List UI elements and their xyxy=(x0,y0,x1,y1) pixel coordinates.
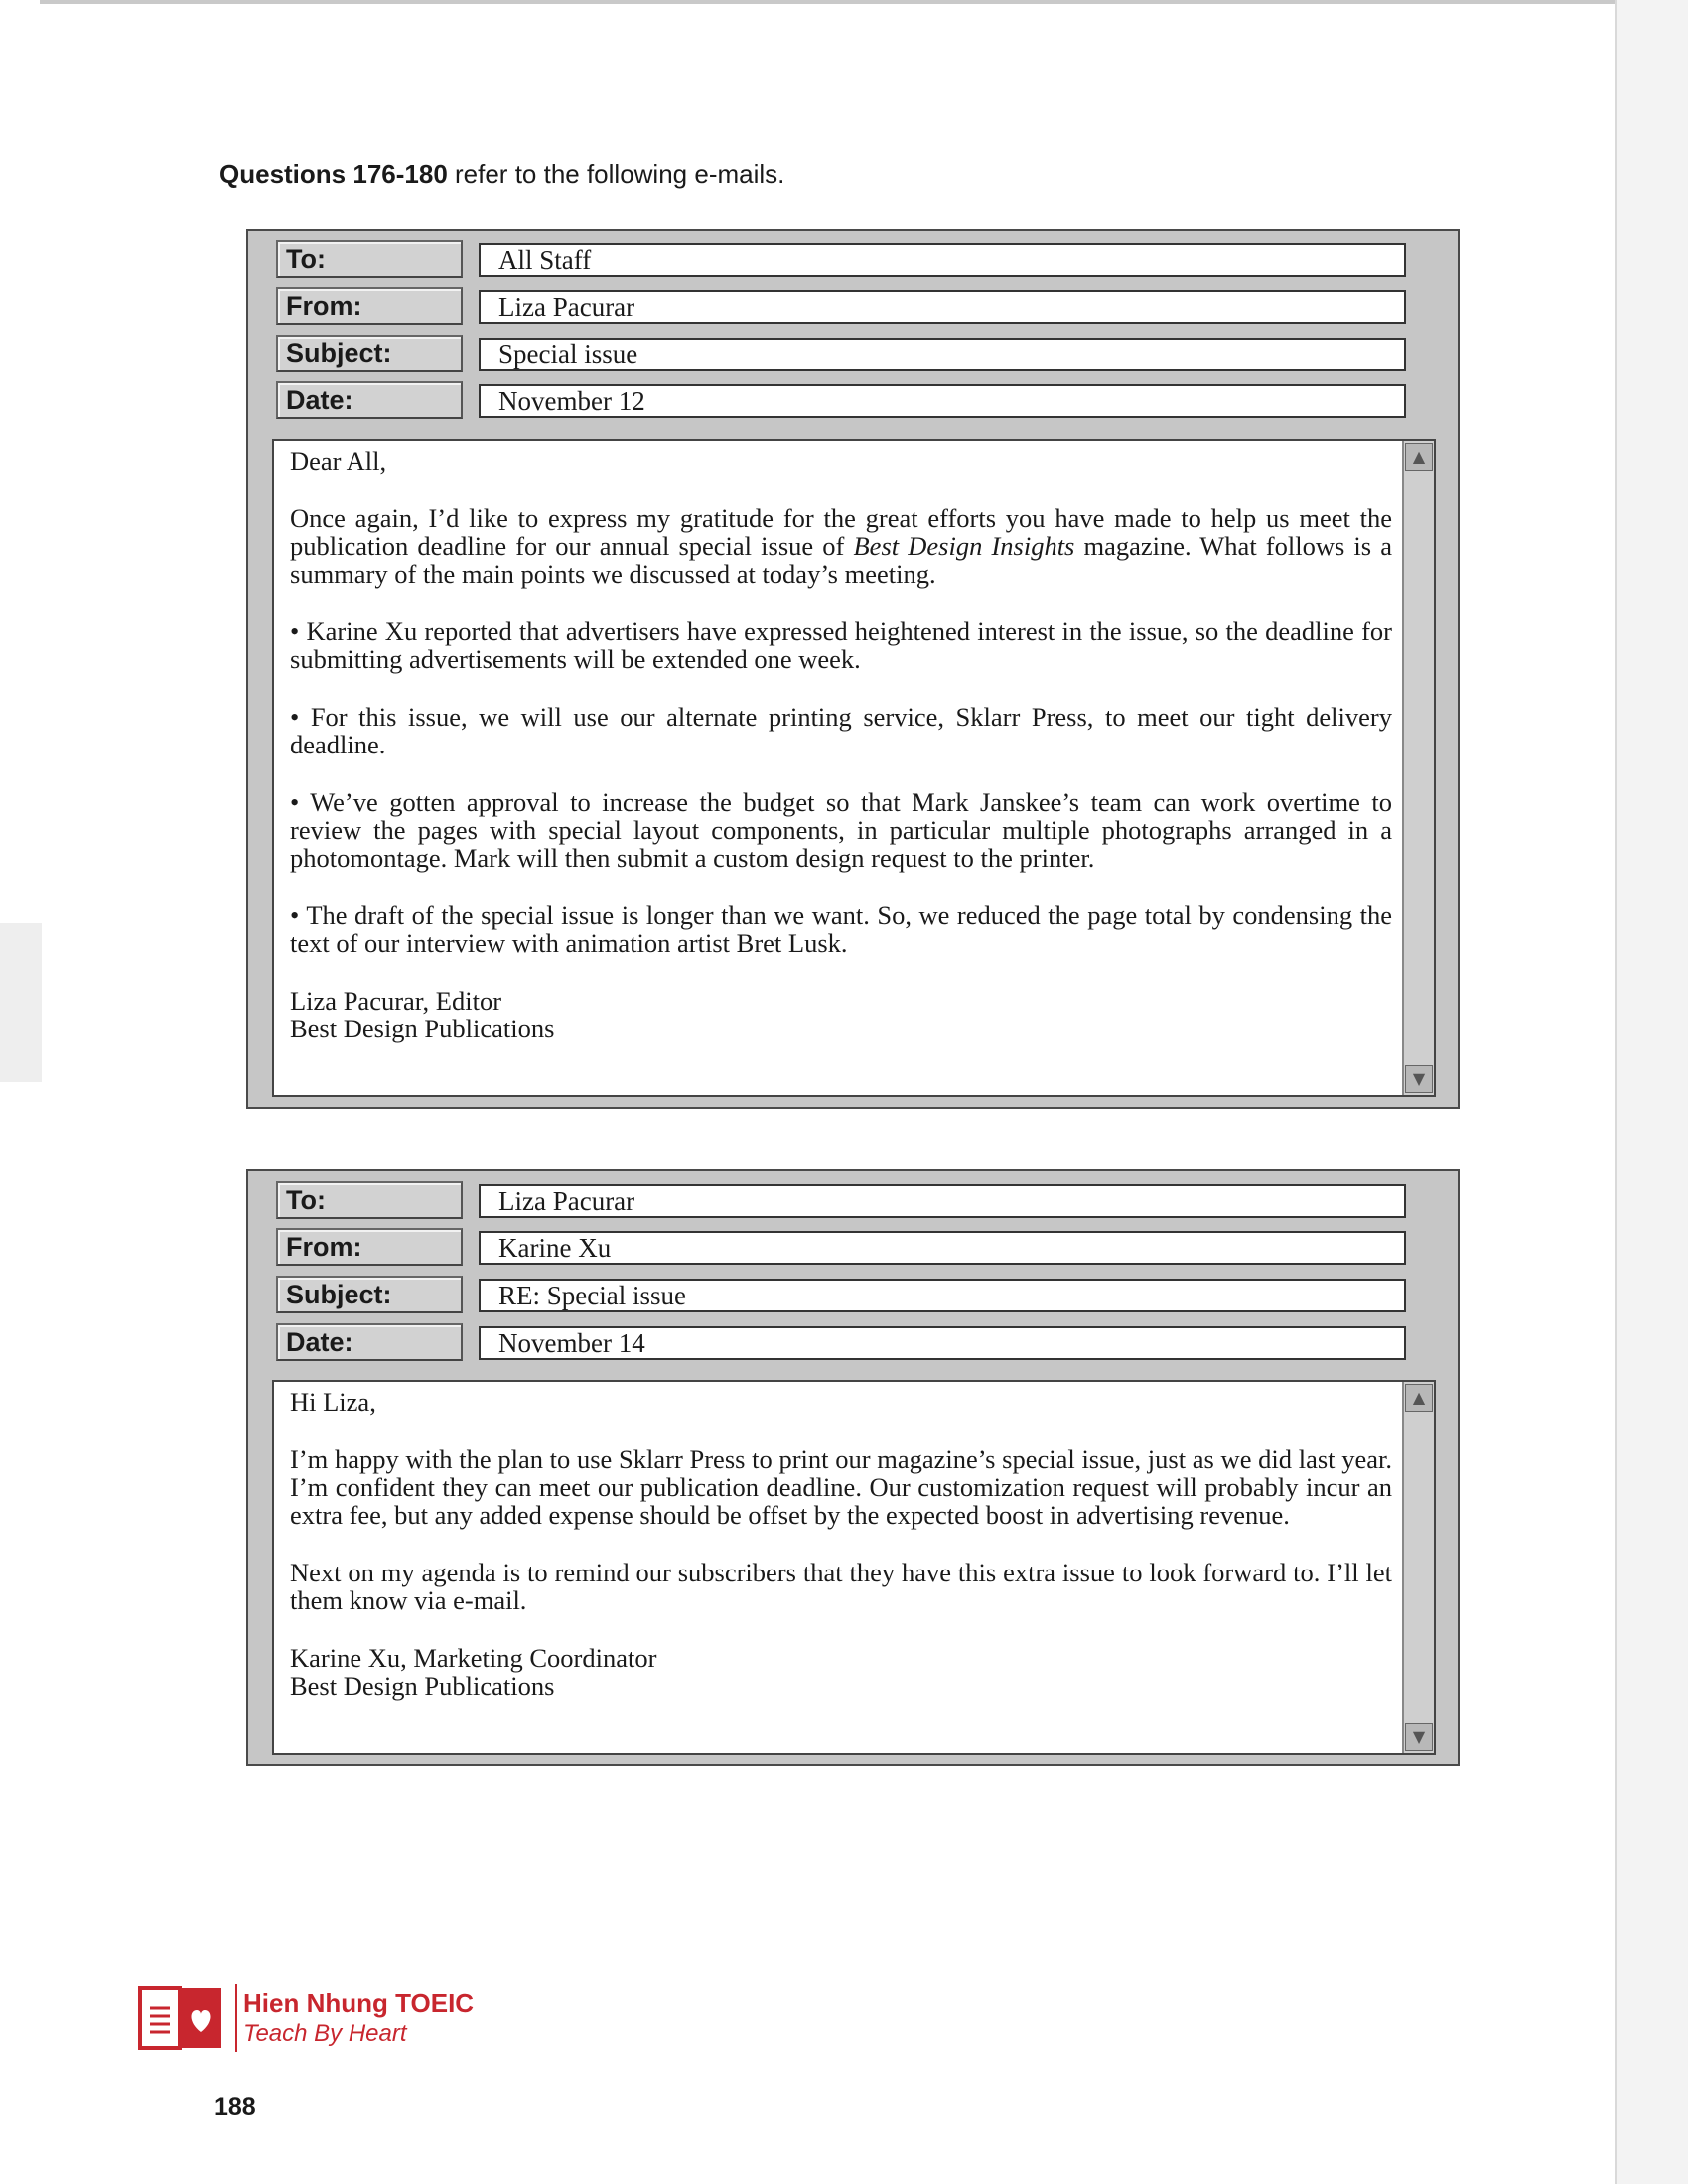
logo-divider xyxy=(235,1984,237,2052)
logo-name: Hien Nhung TOEIC xyxy=(243,1988,475,2018)
email2-subject-label: Subject: xyxy=(276,1276,463,1313)
email1-bullet-draft: • The draft of the special issue is longer than we want. So, we reduced the page total by condensing the text of our interview with animation artist Bret Lusk. xyxy=(290,900,1392,958)
email1-subject-field[interactable]: Special issue xyxy=(479,338,1406,371)
email2-scrollbar[interactable] xyxy=(1402,1382,1434,1753)
page-top-edge xyxy=(40,0,1643,4)
question-instruction: refer to the following e-mails. xyxy=(447,159,785,189)
email1-from-field[interactable]: Liza Pacurar xyxy=(479,290,1406,324)
email2-date-label: Date: xyxy=(276,1323,463,1361)
email1-body[interactable] xyxy=(272,439,1436,1097)
email2-body[interactable] xyxy=(272,1380,1436,1755)
email1-intro-paragraph xyxy=(290,504,1392,588)
page-number: 188 xyxy=(214,2093,256,2120)
book-heart-icon xyxy=(136,1980,225,2052)
email2-from-field[interactable]: Karine Xu xyxy=(479,1231,1406,1265)
question-header xyxy=(219,159,784,190)
scroll-down-icon[interactable]: ▼ xyxy=(1405,1065,1433,1093)
logo-tagline: Teach By Heart xyxy=(243,2020,407,2047)
brand-logo xyxy=(136,1980,533,2060)
page-right-edge xyxy=(1615,0,1688,2184)
email1-signature-company: Best Design Publications xyxy=(290,1014,555,1043)
email1-from-label: From: xyxy=(276,287,463,325)
email1-bullet-advertising: • Karine Xu reported that advertisers have expressed heightened interest in the issue, so the deadline for submitting advertisements will be extended one week. xyxy=(290,616,1392,674)
scroll-up-icon[interactable]: ▲ xyxy=(1405,443,1433,471)
email2-signature-name: Karine Xu, Marketing Coordinator xyxy=(290,1643,657,1673)
email1-greeting: Dear All, xyxy=(290,446,387,476)
email2-signature-company: Best Design Publications xyxy=(290,1671,555,1701)
email2-paragraph-plan: I’m happy with the plan to use Sklarr Press to print our magazine’s special issue, just as we did last year. I’m confident they can meet our publication deadline. Our customization request will probably incur an extra fee, but any added expense should be offset by the expected boost in advertising revenue. xyxy=(290,1444,1392,1530)
email1-intro-start: Once again, I’d like to express my gratitude for the great efforts you have made to help us meet the publication deadline for our annual special issue of xyxy=(290,503,1392,561)
email-window-2 xyxy=(246,1169,1460,1766)
email2-from-label: From: xyxy=(276,1228,463,1266)
email1-to-label: To: xyxy=(276,240,463,278)
email1-subject-label: Subject: xyxy=(276,335,463,372)
email2-to-field[interactable]: Liza Pacurar xyxy=(479,1184,1406,1218)
email2-date-field[interactable]: November 14 xyxy=(479,1326,1406,1360)
email2-to-label: To: xyxy=(276,1181,463,1219)
email1-date-field[interactable]: November 12 xyxy=(479,384,1406,418)
email1-bullet-budget: • We’ve gotten approval to increase the budget so that Mark Janskee’s team can work overtime to review the pages with special layout components, in particular multiple photographs arranged in a photomontage. Mark will then submit a custom design request to the printer. xyxy=(290,787,1392,873)
email1-bullet-printing: • For this issue, we will use our alternate printing service, Sklarr Press, to meet our tight delivery deadline. xyxy=(290,702,1392,759)
email-window-1 xyxy=(246,229,1460,1109)
page-left-shadow xyxy=(0,923,42,1082)
email2-subject-field[interactable]: RE: Special issue xyxy=(479,1279,1406,1312)
scroll-down-icon[interactable]: ▼ xyxy=(1405,1723,1433,1751)
magazine-title: Best Design Insights xyxy=(853,531,1075,561)
email1-intro-end: magazine. What follows is a summary of the main points we discussed at today’s meeting. xyxy=(290,531,1392,589)
email1-date-label: Date: xyxy=(276,381,463,419)
question-range: Questions 176-180 xyxy=(219,159,448,189)
email1-signature-name: Liza Pacurar, Editor xyxy=(290,986,502,1016)
email2-paragraph-agenda: Next on my agenda is to remind our subscribers that they have this extra issue to look forward to. I’ll let them know via e-mail. xyxy=(290,1558,1392,1615)
email2-greeting: Hi Liza, xyxy=(290,1387,376,1417)
email1-body-text xyxy=(290,447,1392,1042)
email2-body-text xyxy=(290,1388,1392,1700)
email1-to-field[interactable]: All Staff xyxy=(479,243,1406,277)
scroll-up-icon[interactable]: ▲ xyxy=(1405,1384,1433,1412)
email1-scrollbar[interactable] xyxy=(1402,441,1434,1095)
